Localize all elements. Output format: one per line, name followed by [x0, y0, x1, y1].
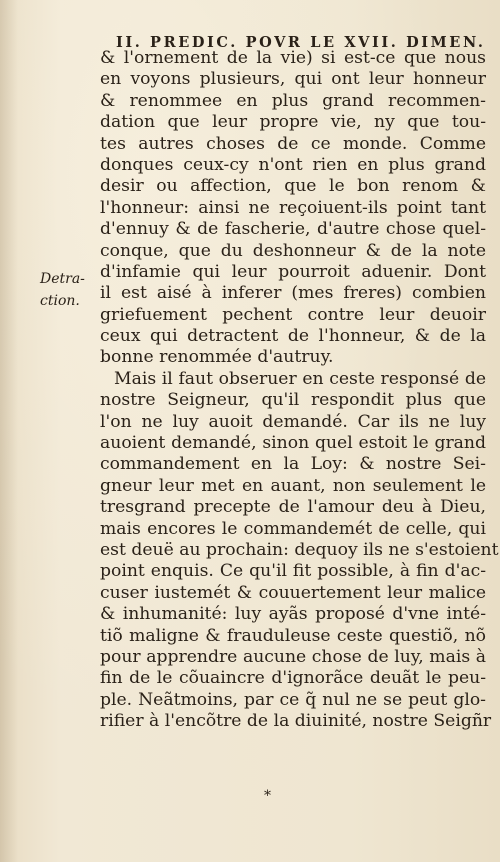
text-line: tes autres choses de ce monde. Comme: [100, 133, 486, 154]
text-line: d'infamie qui leur pourroit aduenir. Dont: [100, 261, 486, 282]
text-line: gneur leur met en auant, non seulement le: [100, 475, 486, 496]
text-line: cuser iustemét & couuertement leur malice: [100, 582, 486, 603]
gutter-shadow: [0, 0, 18, 862]
body-text: [100, 48, 499, 733]
text-line: l'honneur: ainsi ne reçoiuent-ils point tant: [100, 197, 486, 218]
text-line: conque, que du deshonneur & de la note: [100, 240, 486, 261]
text-line: commandement en la Loy: & nostre Sei-: [100, 454, 486, 475]
margin-note-line: Detra-: [40, 271, 85, 287]
margin-note-line: ction.: [40, 293, 80, 309]
text-line: ple. Neãtmoins, par ce q̃ nul ne se peut glo-: [100, 689, 486, 710]
text-line: donques ceux-cy n'ont rien en plus grand: [100, 154, 486, 175]
text-line: nostre Seigneur, qu'il respondit plus que: [100, 390, 486, 411]
text-line: griefuement pechent contre leur deuoir: [100, 304, 486, 325]
text-line: tiõ maligne & frauduleuse ceste questiõ, nõ: [100, 625, 486, 646]
text-line: auoient demandé, sinon quel estoit le grand: [100, 433, 486, 454]
text-line: & inhumanité: luy ayãs proposé d'vne inté-: [100, 604, 486, 625]
text-line: d'ennuy & de fascherie, d'autre chose quel-: [100, 219, 486, 240]
text-line: fin de le cõuaincre d'ignorãce deuãt le peu-: [100, 668, 486, 689]
text-line: mais encores le commandemét de celle, qui: [100, 518, 486, 539]
text-line: dation que leur propre vie, ny que tou-: [100, 112, 486, 133]
text-line: l'on ne luy auoit demandé. Car ils ne luy: [100, 411, 486, 432]
text-line: tresgrand precepte de l'amour deu à Dieu,: [100, 497, 486, 518]
text-line: point enquis. Ce qu'il fit possible, à fin d'ac-: [100, 561, 486, 582]
text-line: desir ou affection, que le bon renom &: [100, 176, 486, 197]
running-header: II. PREDIC. POVR LE XVII. DIMEN.: [116, 34, 486, 51]
text-line: & l'ornement de la vie) si est-ce que nous: [100, 48, 486, 68]
text-line: bonne renommée d'autruy.: [100, 347, 334, 368]
text-line: est deuë au prochain: dequoy ils ne s'estoient: [100, 539, 499, 560]
text-line: en voyons plusieurs, qui ont leur honneur: [100, 69, 486, 90]
ornament: *: [264, 788, 271, 804]
text-line: il est aisé à inferer (mes freres) combien: [100, 283, 486, 304]
margin-note: [40, 268, 95, 312]
text-line: ceux qui detractent de l'honneur, & de la: [100, 326, 486, 347]
text-line: Mais il faut obseruer en ceste responsé de: [114, 368, 486, 389]
text-line: & renommee en plus grand recommen-: [100, 90, 486, 111]
text-line: pour apprendre aucune chose de luy, mais à: [100, 646, 486, 667]
text-line: rifier à l'encõtre de la diuinité, nostre Seigñr: [100, 711, 492, 732]
